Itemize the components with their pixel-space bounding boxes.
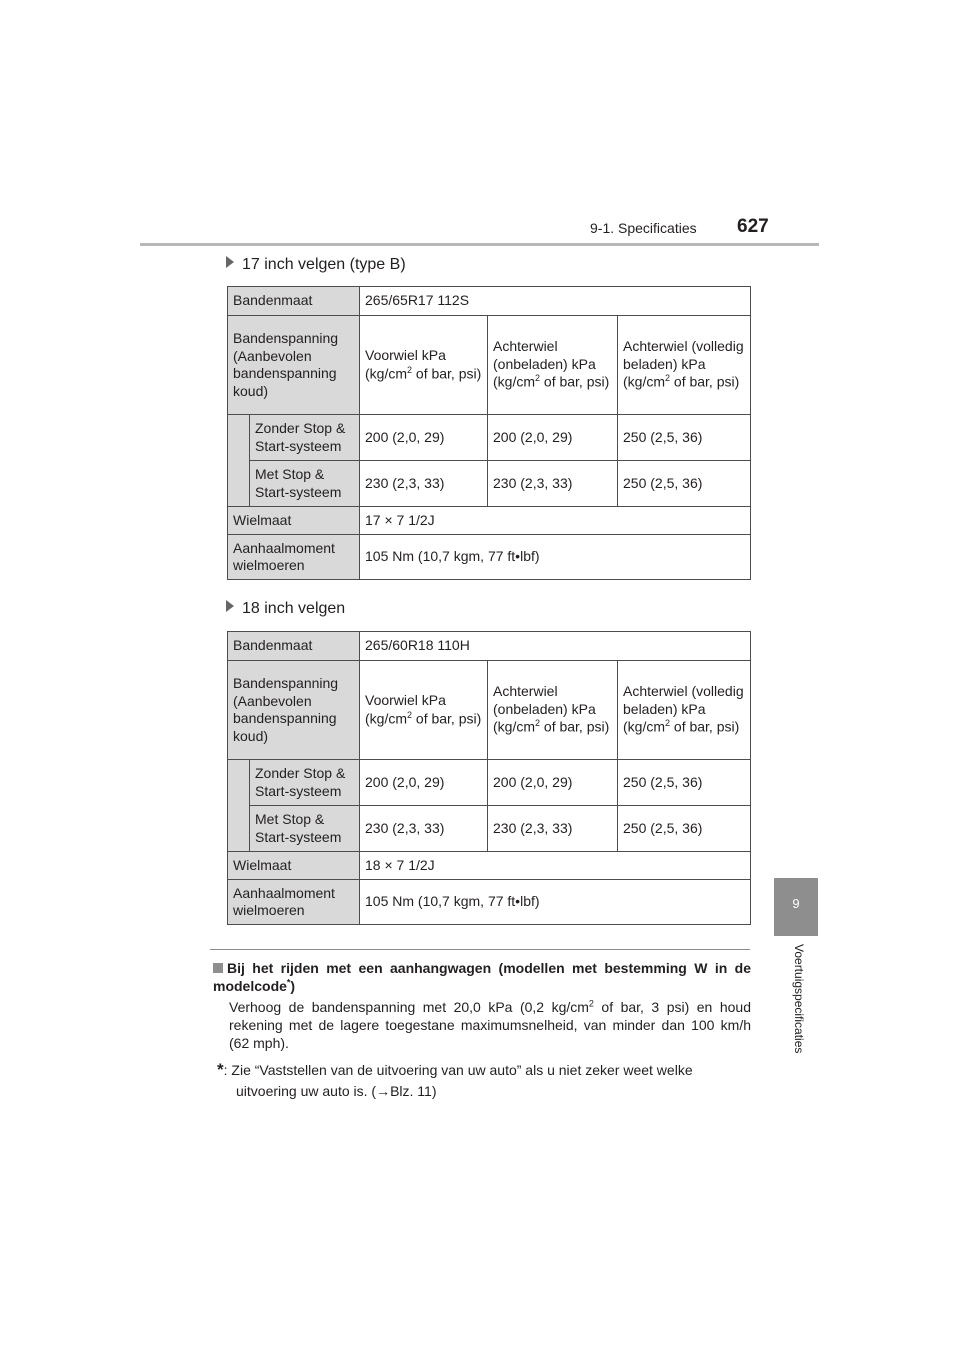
torque-label: Aanhaalmoment wielmoeren bbox=[228, 880, 360, 925]
chapter-side-label: Voertuigspecificaties bbox=[792, 944, 806, 1054]
pressure-label-indent bbox=[228, 760, 250, 852]
rear-unloaded-value: 200 (2,0, 29) bbox=[488, 415, 618, 461]
pressure-label-indent bbox=[228, 415, 250, 507]
section-title: 9-1. Specificaties bbox=[590, 220, 697, 236]
table-row bbox=[228, 661, 751, 760]
header-divider bbox=[140, 243, 819, 246]
front-value: 230 (2,3, 33) bbox=[360, 806, 488, 852]
table-row bbox=[228, 806, 751, 852]
square-bullet-icon bbox=[213, 963, 223, 973]
row-label: Zonder Stop & Start-systeem bbox=[250, 415, 360, 461]
table-row bbox=[228, 287, 751, 316]
wheel-size-label: Wielmaat bbox=[228, 852, 360, 880]
wheel-size-label: Wielmaat bbox=[228, 507, 360, 535]
chapter-tab-number: 9 bbox=[792, 896, 800, 911]
rear-unloaded-value: 230 (2,3, 33) bbox=[488, 806, 618, 852]
table-row bbox=[228, 316, 751, 415]
chapter-tab[interactable] bbox=[774, 878, 818, 936]
rear-unloaded-value: 230 (2,3, 33) bbox=[488, 461, 618, 507]
front-value: 200 (2,0, 29) bbox=[360, 415, 488, 461]
wheel-size-value: 18 × 7 1/2J bbox=[360, 852, 751, 880]
footnote-line-2[interactable]: uitvoering uw auto is. (→Blz. 11) bbox=[236, 1082, 437, 1099]
table-row bbox=[228, 461, 751, 507]
col-rear-unloaded-header: Achterwiel (onbeladen) kPa ($kg/cm^2$ of bar, psi) bbox=[488, 316, 618, 415]
spec-table-18-inch bbox=[227, 631, 751, 925]
table-row bbox=[228, 852, 751, 880]
table-row bbox=[228, 535, 751, 580]
torque-value: 105 Nm (10,7 kgm, 77 ft•lbf) bbox=[360, 880, 751, 925]
tire-size-label: Bandenmaat bbox=[228, 632, 360, 661]
pressure-label: Bandenspanning (Aanbevolen bandenspanning koud) bbox=[228, 316, 360, 415]
rear-unloaded-value: 200 (2,0, 29) bbox=[488, 760, 618, 806]
table-row bbox=[228, 507, 751, 535]
note-body: Verhoog de bandenspanning met 20,0 kPa (0,2 $kg/cm^2$ of bar, 3 psi) en houd rekening met de lagere toegestane maximumsnelheid, van minder dan 100 km/h (62 mph). bbox=[229, 998, 751, 1052]
table-heading-18-inch bbox=[226, 600, 345, 618]
col-rear-unloaded-header: Achterwiel (onbeladen) kPa ($kg/cm^2$ of bar, psi) bbox=[488, 661, 618, 760]
tire-size-label: Bandenmaat bbox=[228, 287, 360, 316]
rear-loaded-value: 250 (2,5, 36) bbox=[618, 415, 751, 461]
row-label: Met Stop & Start-systeem bbox=[250, 806, 360, 852]
table-row bbox=[228, 632, 751, 661]
page-number: 627 bbox=[737, 216, 769, 237]
footnote bbox=[217, 1058, 751, 1101]
footnote-line-1: : Zie “Vaststellen van de uitvoering van uw auto” als u niet zeker weet welke bbox=[223, 1062, 693, 1078]
triangle-bullet-icon bbox=[226, 256, 234, 268]
col-rear-loaded-header: Achterwiel (volledig beladen) kPa ($kg/cm^2$ of bar, psi) bbox=[618, 316, 751, 415]
table-row bbox=[228, 415, 751, 461]
col-rear-loaded-header: Achterwiel (volledig beladen) kPa ($kg/cm^2$ of bar, psi) bbox=[618, 661, 751, 760]
footnote-star: * bbox=[217, 1060, 224, 1079]
section-divider bbox=[210, 949, 750, 950]
note-title: Bij het rijden met een aanhangwagen (modellen met bestemming W in de modelcode*) bbox=[213, 960, 751, 995]
col-front-header: Voorwiel kPa ($kg/cm^2$ of bar, psi) bbox=[360, 316, 488, 415]
rear-loaded-value: 250 (2,5, 36) bbox=[618, 806, 751, 852]
front-value: 230 (2,3, 33) bbox=[360, 461, 488, 507]
triangle-bullet-icon bbox=[226, 600, 234, 612]
row-label: Zonder Stop & Start-systeem bbox=[250, 760, 360, 806]
rear-loaded-value: 250 (2,5, 36) bbox=[618, 760, 751, 806]
table-heading-text: 17 inch velgen (type B) bbox=[242, 256, 406, 273]
tire-size-value: 265/60R18 110H bbox=[360, 632, 751, 661]
spec-table-17-inch bbox=[227, 286, 751, 580]
col-front-header: Voorwiel kPa ($kg/cm^2$ of bar, psi) bbox=[360, 661, 488, 760]
table-heading-text: 18 inch velgen bbox=[242, 600, 346, 617]
torque-value: 105 Nm (10,7 kgm, 77 ft•lbf) bbox=[360, 535, 751, 580]
torque-label: Aanhaalmoment wielmoeren bbox=[228, 535, 360, 580]
rear-loaded-value: 250 (2,5, 36) bbox=[618, 461, 751, 507]
front-value: 200 (2,0, 29) bbox=[360, 760, 488, 806]
wheel-size-value: 17 × 7 1/2J bbox=[360, 507, 751, 535]
tire-size-value: 265/65R17 112S bbox=[360, 287, 751, 316]
row-label: Met Stop & Start-systeem bbox=[250, 461, 360, 507]
table-row bbox=[228, 760, 751, 806]
pressure-label: Bandenspanning (Aanbevolen bandenspanning koud) bbox=[228, 661, 360, 760]
table-row bbox=[228, 880, 751, 925]
table-heading-17-inch bbox=[226, 256, 406, 274]
